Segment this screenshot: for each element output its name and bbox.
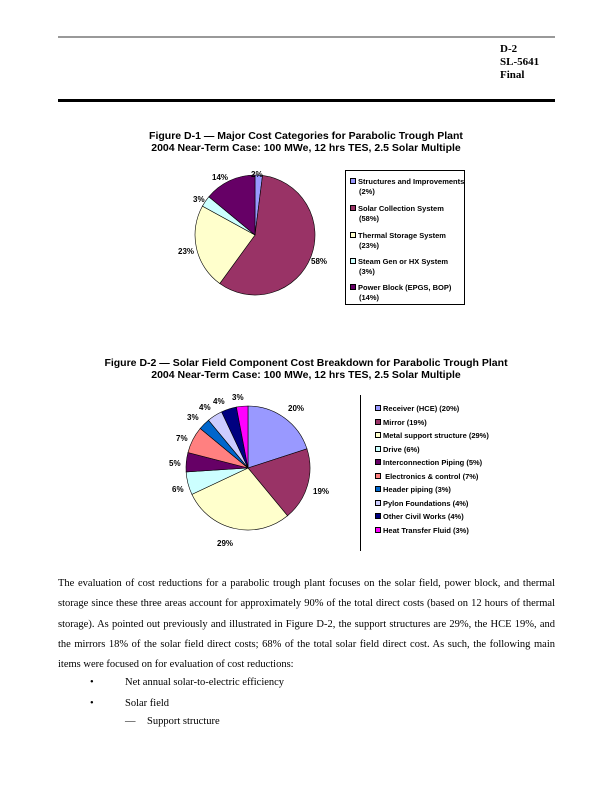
legend-swatch bbox=[375, 527, 381, 533]
slice-label: 19% bbox=[313, 487, 330, 496]
legend-label: Header piping (3%) bbox=[383, 485, 451, 494]
legend-item bbox=[375, 512, 464, 522]
legend-swatch bbox=[350, 232, 356, 238]
legend-item bbox=[375, 418, 427, 428]
slice-label: 4% bbox=[199, 403, 211, 412]
legend-item bbox=[350, 177, 464, 196]
legend-item bbox=[375, 485, 451, 495]
sub-bullet-marker: — bbox=[125, 716, 136, 727]
figure1-title-line2: 2004 Near-Term Case: 100 MWe, 12 hrs TES, 2.5 Solar Multiple bbox=[151, 142, 461, 154]
legend-item bbox=[375, 526, 469, 536]
figure2-pie bbox=[186, 406, 310, 530]
legend-label: Thermal Storage System bbox=[358, 231, 446, 240]
document-status: Final bbox=[500, 69, 525, 81]
legend-swatch bbox=[375, 513, 381, 519]
slice-label: 3% bbox=[193, 195, 205, 204]
figure2-title-line1: Figure D-2 — Solar Field Component Cost Breakdown for Parabolic Trough Plant bbox=[104, 357, 508, 369]
bullet-item: Solar field bbox=[125, 698, 170, 709]
figure1-legend bbox=[345, 170, 465, 305]
legend-item bbox=[375, 431, 489, 441]
legend-item bbox=[375, 445, 420, 455]
legend-pct: (2%) bbox=[359, 186, 375, 196]
legend-label: Electronics & control (7%) bbox=[383, 471, 479, 481]
bullet-item: Net annual solar-to-electric efficiency bbox=[125, 677, 285, 688]
slice-label: 58% bbox=[311, 257, 328, 266]
legend-swatch bbox=[375, 473, 381, 479]
slice-label: 23% bbox=[178, 247, 195, 256]
legend-item bbox=[375, 499, 468, 509]
legend-swatch bbox=[375, 405, 381, 411]
legend-item bbox=[350, 231, 446, 250]
legend-pct: (3%) bbox=[359, 266, 375, 276]
slice-label: 4% bbox=[213, 397, 225, 406]
body-paragraph: The evaluation of cost reductions for a parabolic trough plant focuses on the solar field, power block, and thermal storage since these three areas account for approximately 90% of the total direct costs (based on 12 hours of thermal storage). As pointed out previously and illustrated in Figure D-2, the support structures are 29%, the HCE 19%, and the mirrors 18% of the solar field direct costs; 68% of the total solar field direct cost. As such, the following main items were focused on for evaluation of cost reductions: bbox=[58, 578, 555, 671]
legend-item bbox=[375, 458, 482, 468]
legend-swatch bbox=[375, 432, 381, 438]
legend-pct: (14%) bbox=[359, 292, 380, 302]
figure1-pie bbox=[195, 175, 315, 295]
figure2-title bbox=[0, 357, 612, 381]
legend-label: Other Civil Works (4%) bbox=[383, 512, 464, 521]
legend-item bbox=[350, 283, 451, 302]
legend-swatch bbox=[375, 500, 381, 506]
figure1-title-line1: Figure D-1 — Major Cost Categories for Parabolic Trough Plant bbox=[149, 130, 463, 142]
legend-swatch bbox=[350, 258, 356, 264]
slice-label: 2% bbox=[251, 170, 263, 179]
legend-label: Structures and Improvements bbox=[358, 177, 465, 186]
slice-label: 14% bbox=[212, 173, 229, 182]
legend-label: Pylon Foundations (4%) bbox=[383, 498, 469, 508]
bullet-marker: • bbox=[90, 677, 94, 688]
document-id: SL-5641 bbox=[500, 56, 540, 68]
legend-item bbox=[350, 257, 448, 276]
legend-swatch bbox=[375, 459, 381, 465]
legend-item bbox=[375, 404, 459, 414]
legend-label: Steam Gen or HX System bbox=[358, 257, 449, 266]
page-number: D-2 bbox=[500, 43, 518, 55]
legend-label: Power Block (EPGS, BOP) bbox=[358, 283, 452, 292]
legend-swatch bbox=[350, 205, 356, 211]
legend-label: Receiver (HCE) (20%) bbox=[383, 404, 460, 413]
slice-label: 6% bbox=[172, 485, 184, 494]
slice-label: 20% bbox=[288, 404, 305, 413]
sub-bullet-item: Support structure bbox=[147, 716, 220, 727]
legend-label: Solar Collection System bbox=[358, 204, 444, 213]
legend-label: Metal support structure (29%) bbox=[383, 431, 489, 440]
figure2-title-line2: 2004 Near-Term Case: 100 MWe, 12 hrs TES, 2.5 Solar Multiple bbox=[151, 369, 461, 381]
legend-item bbox=[375, 472, 478, 482]
legend-label: Mirror (19%) bbox=[383, 417, 427, 427]
slice-label: 29% bbox=[217, 539, 234, 548]
legend-label: Interconnection Piping (5%) bbox=[383, 458, 483, 467]
slice-label: 5% bbox=[169, 459, 181, 468]
legend-pct: (58%) bbox=[359, 213, 380, 223]
slice-label: 3% bbox=[232, 393, 244, 402]
bullet-marker: • bbox=[90, 698, 94, 709]
legend-swatch bbox=[375, 419, 381, 425]
figure2-legend-border bbox=[360, 395, 361, 551]
slice-label: 3% bbox=[187, 413, 199, 422]
legend-label: Drive (6%) bbox=[383, 444, 420, 454]
legend-swatch bbox=[375, 486, 381, 492]
slice-label: 7% bbox=[176, 434, 188, 443]
legend-item bbox=[350, 204, 444, 223]
legend-pct: (23%) bbox=[359, 240, 380, 250]
legend-swatch bbox=[350, 178, 356, 184]
legend-label: Heat Transfer Fluid (3%) bbox=[383, 525, 469, 535]
legend-swatch bbox=[375, 446, 381, 452]
legend-swatch bbox=[350, 284, 356, 290]
